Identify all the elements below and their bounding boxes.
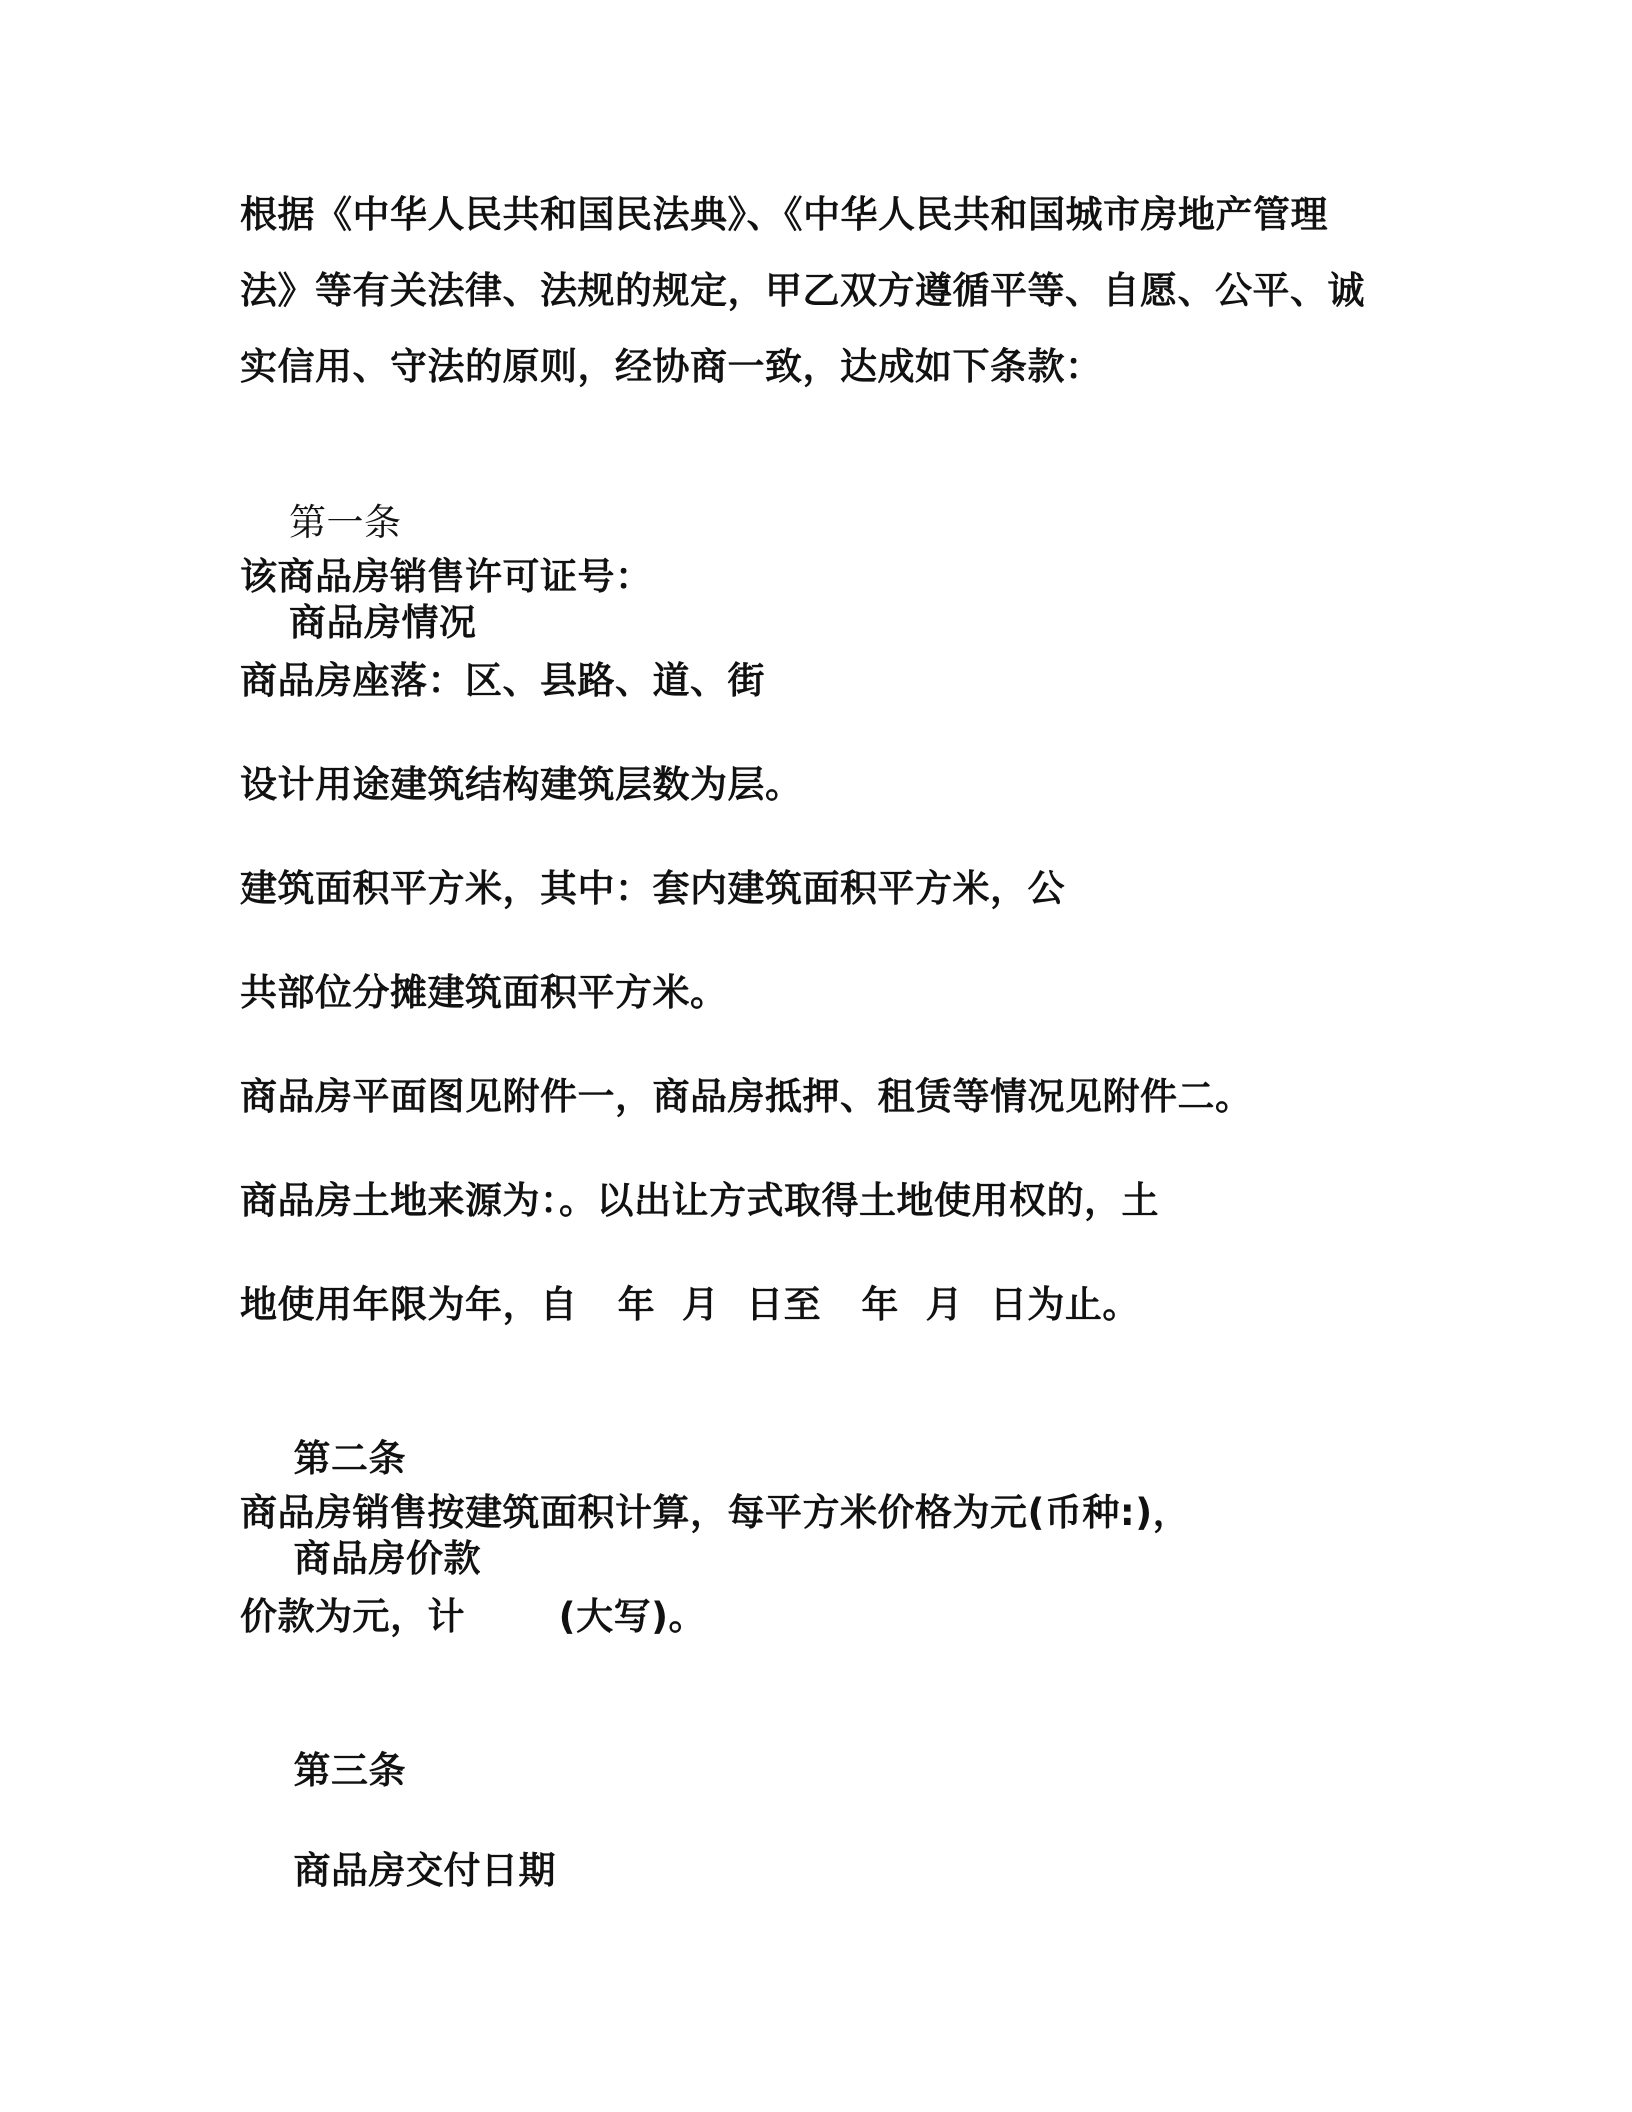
article-1-number: 第一条 xyxy=(289,501,402,544)
article-3-heading xyxy=(240,1696,556,1946)
article-1-line-8: 地使用年限为年，自 年 月 日至 年 月 日为止。 xyxy=(240,1283,1140,1326)
article-2-title: 商品房价款 xyxy=(293,1537,482,1580)
article-1-line-5: 共部位分摊建筑面积平方米。 xyxy=(240,971,728,1014)
article-2-line-1: 商品房销售按建筑面积计算，每平方米价格为元(币种:)， xyxy=(240,1491,1191,1534)
intro-line-3: 实信用、守法的原则，经协商一致，达成如下条款： xyxy=(240,345,1103,388)
article-1-line-4: 建筑面积平方米，其中：套内建筑面积平方米，公 xyxy=(240,867,1065,910)
article-1-line-1: 该商品房销售许可证号： xyxy=(240,555,653,598)
article-3-number: 第三条 xyxy=(293,1749,407,1792)
intro-line-1: 根据《中华人民共和国民法典》、《中华人民共和国城市房地产管理 xyxy=(240,193,1328,236)
intro-line-2: 法》等有关法律、法规的规定，甲乙双方遵循平等、自愿、公平、诚 xyxy=(240,269,1365,312)
article-3-title: 商品房交付日期 xyxy=(293,1849,557,1892)
article-1-line-6: 商品房平面图见附件一，商品房抵押、租赁等情况见附件二。 xyxy=(240,1075,1253,1118)
article-2-number: 第二条 xyxy=(293,1437,407,1480)
article-1-title: 商品房情况 xyxy=(289,601,477,644)
article-1-line-2: 商品房座落：区、县路、道、街 xyxy=(240,659,765,702)
article-1-line-7: 商品房土地来源为：。以出让方式取得土地使用权的，土 xyxy=(240,1179,1159,1222)
article-1-line-3: 设计用途建筑结构建筑层数为层。 xyxy=(240,763,803,806)
article-2-line-2: 价款为元，计 (大写)。 xyxy=(240,1595,706,1638)
